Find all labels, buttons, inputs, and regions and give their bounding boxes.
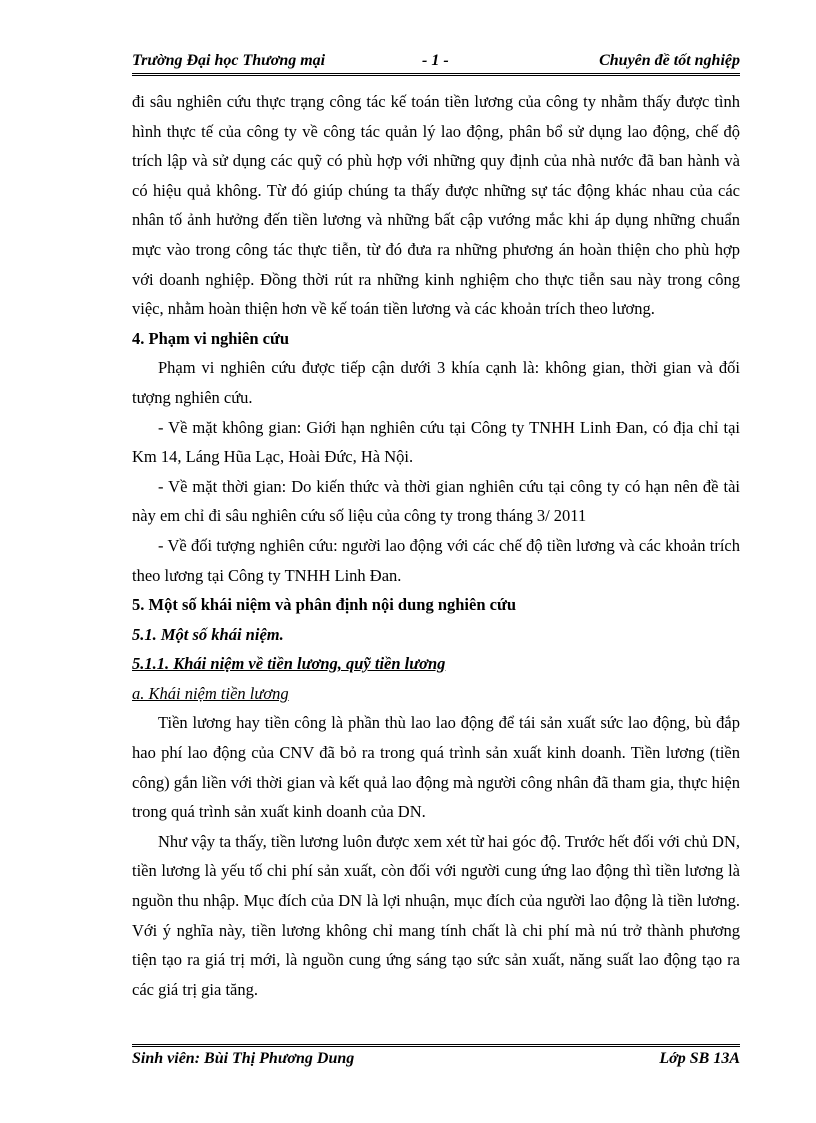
page-header [132, 50, 740, 76]
header-rule [132, 73, 740, 76]
paragraph-subject-scope: - Về đối tượng nghiên cứu: người lao động với các chế độ tiền lương và các khoản trích theo lương tại Công ty TNHH Linh Đan. [132, 535, 740, 585]
section-heading-4: 4. Phạm vi nghiên cứu [132, 328, 290, 348]
paragraph-space-scope: - Về mặt không gian: Giới hạn nghiên cứu tại Công ty TNHH Linh Đan, có địa chỉ tại Km 14, Láng Hũa Lạc, Hoài Đức, Hà Nội. [132, 417, 740, 467]
document-body [132, 87, 740, 1004]
paragraph-scope: Phạm vi nghiên cứu được tiếp cận dưới 3 khía cạnh là: không gian, thời gian và đối tượng nghiên cứu. [132, 358, 740, 407]
subsection-heading-a: a. Khái niệm tiền lương [132, 683, 289, 703]
page-number: - 1 - [422, 52, 449, 69]
header-school: Trường Đại học Thương mại [132, 52, 326, 69]
footer-class: Lớp SB 13A [659, 1050, 740, 1067]
paragraph-time-scope: - Về mặt thời gian: Do kiến thức và thời gian nghiên cứu tại công ty có hạn nên đề tài này em chỉ đi sâu nghiên cứu số liệu của công ty trong tháng 3/ 2011 [132, 476, 740, 526]
subsection-heading-5-1-1: 5.1.1. Khái niệm về tiền lương, quỹ tiền lương [132, 654, 446, 674]
paragraph-wage-definition: Tiền lương hay tiền công là phần thù lao lao động để tái sản xuất sức lao động, bù đắp hao phí lao động của CNV đã bỏ ra trong quá trình sản xuất kinh doanh. Tiền lương (tiền công) gắn liền với thời gian và kết quả lao động mà người công nhân đã tham gia, thực hiện trong quá trình sản xuất kinh doanh của DN. [132, 713, 740, 822]
subsection-heading-5-1: 5.1. Một số khái niệm. [132, 624, 284, 644]
paragraph-intro-continued: đi sâu nghiên cứu thực trạng công tác kế toán tiền lương của công ty nhằm thấy được tình hình thực tế của công ty về công tác quản lý lao động, phân bổ sử dụng lao động, chế độ trích lập và sử dụng các quỹ có phù hợp với những quy định của nhà nước đã ban hành và có hiệu quả không. Từ đó giúp chúng ta thấy được những sự tác động khác nhau của các nhân tố ảnh hưởng đến tiền lương và những bất cập vướng mắc khi áp dụng những chuẩn mực vào trong công tác thực tiễn, từ đó đưa ra những phương án hoàn thiện cho phù hợp với doanh nghiệp. Đồng thời rút ra những kinh nghiệm cho thực tiễn sau này trong công việc, nhằm hoàn thiện hơn về kế toán tiền lương và các khoản trích theo lương. [132, 92, 740, 319]
section-heading-5: 5. Một số khái niệm và phân định nội dung nghiên cứu [132, 595, 517, 615]
footer-rule [132, 1044, 740, 1047]
paragraph-wage-perspectives: Như vậy ta thấy, tiền lương luôn được xem xét từ hai góc độ. Trước hết đối với chủ DN, tiền lương là yếu tố chi phí sản xuất, còn đối với người cung ứng lao động thì tiền lương là nguồn thu nhập. Mục đích của DN là lợi nhuận, mục đích của người lao động là tiền lương. Với ý nghĩa này, tiền lương không chỉ mang tính chất là chi phí mà nú trở thành phương tiện tạo ra giá trị mới, là nguồn cung ứng sáng tạo sức sản xuất, năng suất lao động tạo ra các giá trị gia tăng. [132, 831, 740, 999]
header-title: Chuyên đề tốt nghiệp [599, 52, 740, 69]
footer-student: Sinh viên: Bùi Thị Phương Dung [132, 1050, 355, 1067]
page-footer [132, 1044, 740, 1074]
